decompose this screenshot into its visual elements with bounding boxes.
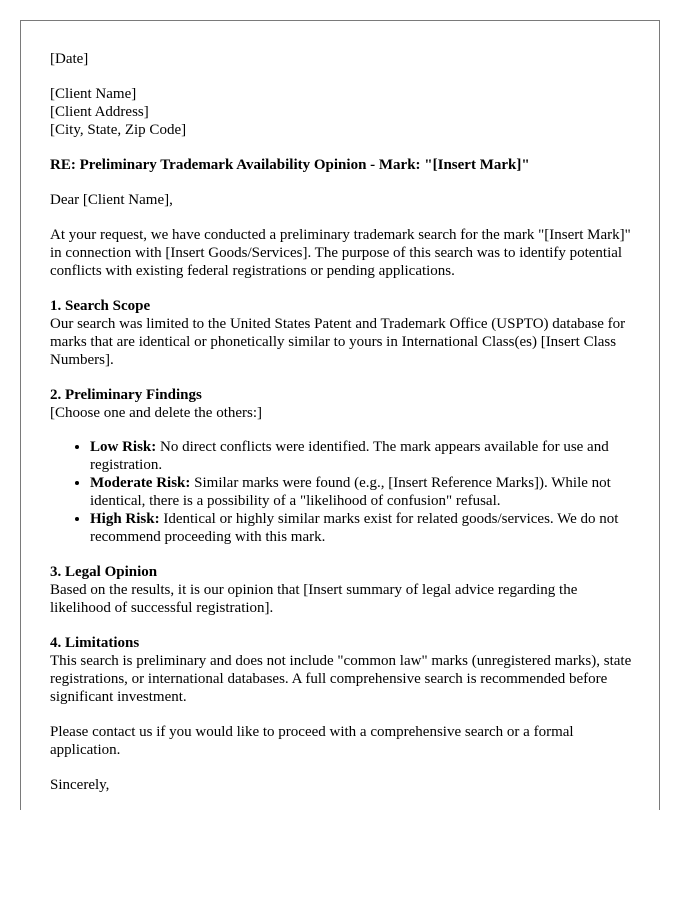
subject-line: RE: Preliminary Trademark Availability Opinion - Mark: "[Insert Mark]" [50, 157, 530, 173]
salutation: Dear [Client Name], [50, 192, 173, 208]
client-city-state-zip: [City, State, Zip Code] [50, 122, 187, 138]
risk-list [50, 438, 640, 546]
letter-content [50, 50, 640, 794]
risk-label: Moderate Risk: [90, 475, 191, 491]
risk-item-moderate [90, 474, 640, 510]
client-name: [Client Name] [50, 86, 137, 102]
risk-item-high [90, 510, 640, 546]
letter-page [20, 20, 660, 810]
risk-label: High Risk: [90, 511, 160, 527]
risk-text: No direct conflicts were identified. The mark appears available for use and registration. [90, 439, 609, 473]
section-body: Based on the results, it is our opinion that [Insert summary of legal advice regarding the likelihood of successful registration]. [50, 582, 578, 616]
intro-paragraph: At your request, we have conducted a preliminary trademark search for the mark "[Insert Mark]" in connection with [Insert Goods/Services]. The purpose of this search was to identify potential conflicts with existing federal registrations or pending applications. [50, 227, 631, 279]
section-body: This search is preliminary and does not include "common law" marks (unregistered marks), state registrations, or international databases. A full comprehensive search is recommended before significant investment. [50, 653, 632, 705]
section-heading: 4. Limitations [50, 635, 140, 651]
client-address: [Client Address] [50, 104, 149, 120]
section-heading: 3. Legal Opinion [50, 564, 158, 580]
signoff: Sincerely, [50, 777, 110, 793]
section-search-scope [50, 297, 640, 369]
risk-label: Low Risk: [90, 439, 157, 455]
risk-text: Identical or highly similar marks exist for related goods/services. We do not recommend proceeding with this mark. [90, 511, 619, 545]
section-body: Our search was limited to the United States Patent and Trademark Office (USPTO) database for marks that are identical or phonetically similar to yours in International Class(es) [Insert Class Numbers]. [50, 316, 626, 368]
letter-date: [Date] [50, 51, 89, 67]
section-limitations [50, 634, 640, 706]
findings-instruction: [Choose one and delete the others:] [50, 405, 263, 421]
section-heading: 2. Preliminary Findings [50, 387, 202, 403]
recipient-block [50, 85, 640, 139]
risk-text: Similar marks were found (e.g., [Insert Reference Marks]). While not identical, there is a possibility of a "likelihood of confusion" refusal. [90, 475, 611, 509]
section-findings [50, 386, 640, 546]
section-heading: 1. Search Scope [50, 298, 151, 314]
section-legal-opinion [50, 563, 640, 617]
risk-item-low [90, 438, 640, 474]
closing-paragraph: Please contact us if you would like to proceed with a comprehensive search or a formal application. [50, 724, 574, 758]
